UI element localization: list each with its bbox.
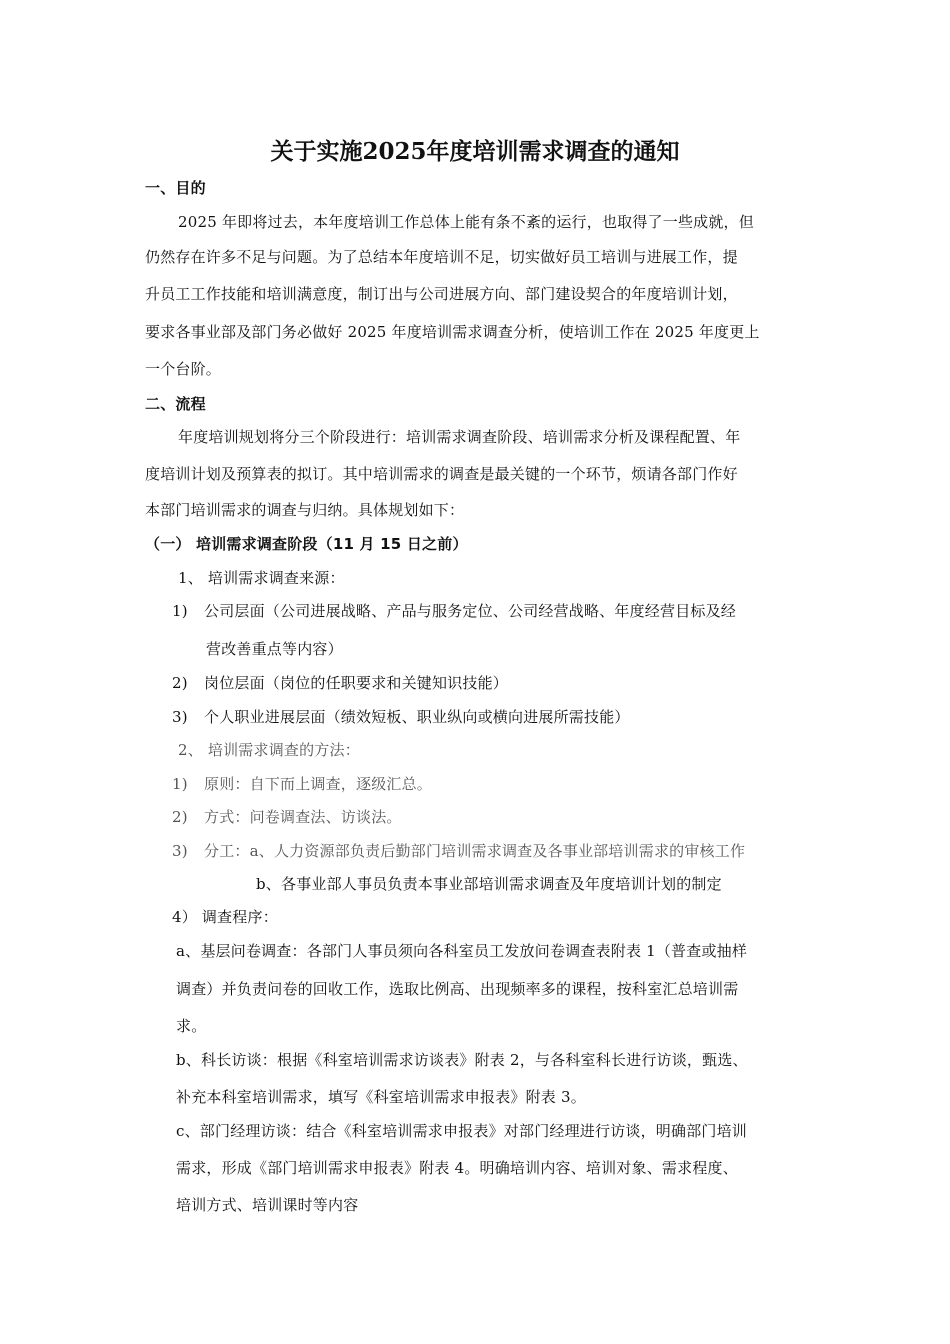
procedure-line: 培训方式、培训课时等内容 xyxy=(176,1196,359,1214)
section-1-heading: 一、目的 xyxy=(145,179,206,197)
paragraph-line: 要求各事业部及部门务必做好 2025 年度培训需求调查分析，使培训工作在 2025 年度更上 xyxy=(145,323,760,341)
list-item xyxy=(172,673,508,693)
list-text: 原则：自下而上调查，逐级汇总。 xyxy=(204,775,433,793)
list-text: 个人职业进展层面（绩效短板、职业纵向或横向进展所需技能） xyxy=(204,708,630,726)
list-number: 2) xyxy=(172,808,188,826)
procedure-line: 需求，形成《部门培训需求申报表》附表 4。明确培训内容、培训对象、需求程度、 xyxy=(176,1159,738,1177)
procedure-line: 求。 xyxy=(176,1017,207,1035)
list-item xyxy=(172,774,432,794)
list-number: 3) xyxy=(172,708,188,726)
list-item: 2、 培训需求调查的方法： xyxy=(178,741,360,759)
list-item-continuation: 营改善重点等内容） xyxy=(206,640,343,658)
paragraph-line: 一个台阶。 xyxy=(145,360,222,378)
list-item xyxy=(172,601,736,621)
paragraph-line: 2025 年即将过去，本年度培训工作总体上能有条不紊的运行，也取得了一些成就，但 xyxy=(178,213,754,231)
paragraph-line: 升员工工作技能和培训满意度，制订出与公司进展方向、部门建设契合的年度培训计划， xyxy=(145,285,738,303)
document-title: 关于实施2025年度培训需求调查的通知 xyxy=(270,138,680,165)
list-number: 3) xyxy=(172,842,188,860)
list-number: 1) xyxy=(172,602,188,620)
section-2-heading: 二、流程 xyxy=(145,395,206,413)
procedure-line: 补充本科室培训需求，填写《科室培训需求申报表》附表 3。 xyxy=(176,1088,586,1106)
procedure-line: b、科长访谈：根据《科室培训需求访谈表》附表 2，与各科室科长进行访谈，甄选、 xyxy=(176,1051,748,1069)
procedure-line: a、基层问卷调查：各部门人事员须向各科室员工发放问卷调查表附表 1（普查或抽样 xyxy=(176,942,748,960)
procedure-line: c、部门经理访谈：结合《科室培训需求申报表》对部门经理进行访谈，明确部门培训 xyxy=(176,1122,748,1140)
list-text: 公司层面（公司进展战略、产品与服务定位、公司经营战略、年度经营目标及经 xyxy=(204,602,737,620)
procedure-line: 调查）并负责问卷的回收工作，选取比例高、出现频率多的课程，按科室汇总培训需 xyxy=(176,980,739,998)
list-number: 1) xyxy=(172,775,188,793)
list-text: 方式：问卷调查法、访谈法。 xyxy=(204,808,402,826)
stage-1-heading: （一） 培训需求调查阶段（11 月 15 日之前） xyxy=(145,535,468,553)
list-item xyxy=(172,707,630,727)
paragraph-line: 仍然存在许多不足与问题。为了总结本年度培训不足，切实做好员工培训与进展工作，提 xyxy=(145,248,738,266)
list-item: 4） 调查程序： xyxy=(172,908,278,926)
list-item: 1、 培训需求调查来源： xyxy=(178,569,345,587)
list-text: 岗位层面（岗位的任职要求和关键知识技能） xyxy=(204,674,509,692)
list-text: 分工：a、人力资源部负责后勤部门培训需求调查及各事业部培训需求的审核工作 xyxy=(204,842,746,860)
paragraph-line: 年度培训规划将分三个阶段进行：培训需求调查阶段、培训需求分析及课程配置、年 xyxy=(178,428,741,446)
list-number: 2) xyxy=(172,674,188,692)
paragraph-line: 本部门培训需求的调查与归纳。具体规划如下： xyxy=(145,501,465,519)
list-item xyxy=(172,841,745,861)
paragraph-line: 度培训计划及预算表的拟订。其中培训需求的调查是最关键的一个环节，烦请各部门作好 xyxy=(145,465,738,483)
list-item-continuation: b、各事业部人事员负责本事业部培训需求调查及年度培训计划的制定 xyxy=(256,875,722,893)
list-item xyxy=(172,807,402,827)
